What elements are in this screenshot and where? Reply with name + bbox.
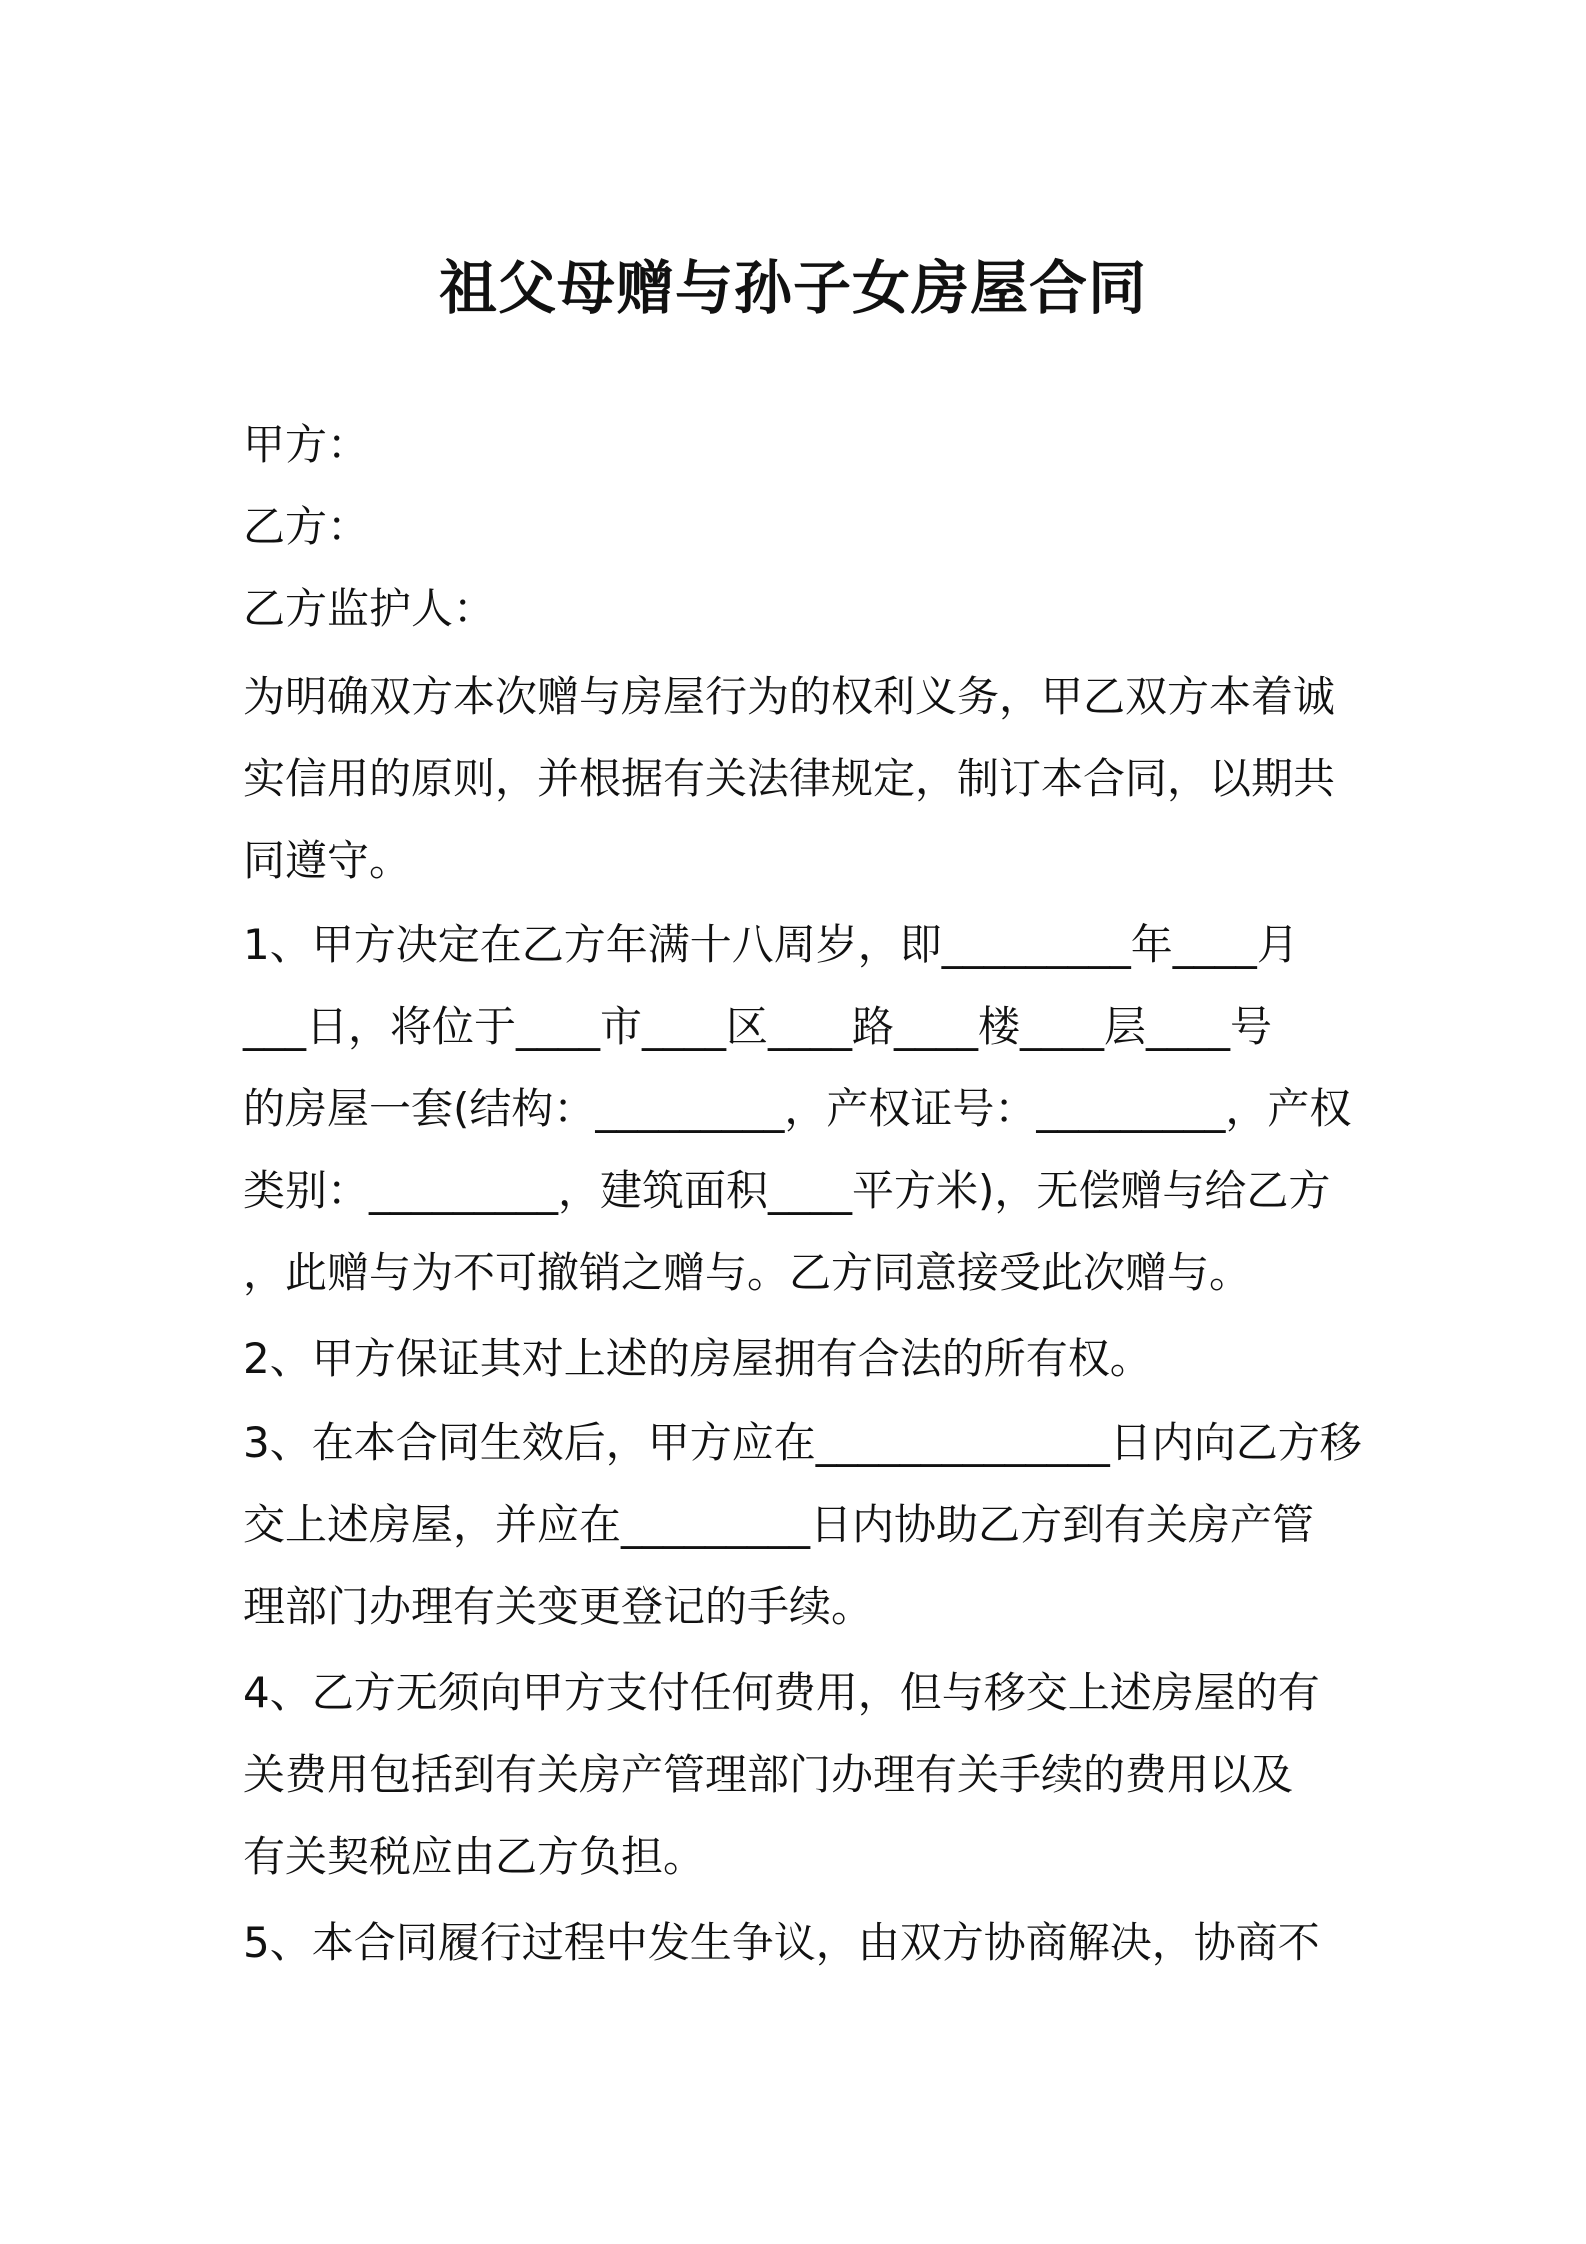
party-b-label: 乙方：: [243, 502, 370, 551]
clause-3-line-3: 理部门办理有关变更登记的手续。: [243, 1582, 874, 1631]
clause-3-line-1: 3、在本合同生效后，甲方应在______________日内向乙方移: [243, 1418, 1362, 1467]
clause-4-line-3: 有关契税应由乙方负担。: [243, 1832, 706, 1881]
clause-4-line-2: 关费用包括到有关房产管理部门办理有关手续的费用以及: [243, 1750, 1294, 1799]
clause-5-line-1: 5、本合同履行过程中发生争议，由双方协商解决，协商不: [243, 1918, 1320, 1967]
clause-4-line-1: 4、乙方无须向甲方支付任何费用，但与移交上述房屋的有: [243, 1668, 1320, 1717]
clause-1-line-5: ，此赠与为不可撤销之赠与。乙方同意接受此次赠与。: [243, 1248, 1252, 1297]
party-b-guardian-label: 乙方监护人：: [243, 584, 496, 633]
clause-1-line-2: ___日，将位于____市____区____路____楼____层____号: [243, 1002, 1273, 1051]
party-a-label: 甲方：: [243, 420, 370, 469]
clause-3-line-2: 交上述房屋，并应在_________日内协助乙方到有关房产管: [243, 1500, 1315, 1549]
preamble-line-3: 同遵守。: [243, 836, 412, 885]
clause-1-line-1: 1、甲方决定在乙方年满十八周岁，即_________年____月: [243, 920, 1299, 969]
clause-1-line-3: 的房屋一套(结构：_________，产权证号：_________，产权: [243, 1084, 1352, 1133]
clause-1-line-4: 类别：_________，建筑面积____平方米)，无偿赠与给乙方: [243, 1166, 1331, 1215]
preamble-line-2: 实信用的原则，并根据有关法律规定，制订本合同，以期共: [243, 754, 1336, 803]
clause-2-line-1: 2、甲方保证其对上述的房屋拥有合法的所有权。: [243, 1334, 1152, 1383]
preamble-line-1: 为明确双方本次赠与房屋行为的权利义务，甲乙双方本着诚: [243, 672, 1336, 721]
document-title: 祖父母赠与孙子女房屋合同: [438, 254, 1147, 322]
